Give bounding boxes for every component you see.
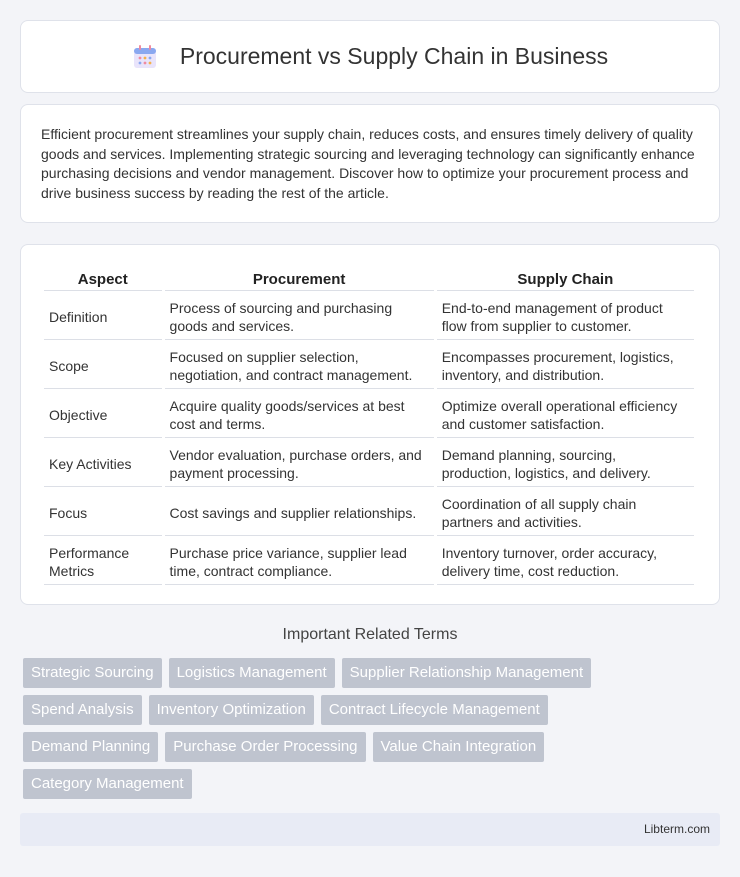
table-row xyxy=(44,440,694,487)
table-row xyxy=(44,538,694,585)
tag-strategic-sourcing[interactable]: Strategic Sourcing xyxy=(23,658,162,688)
footer-site-link[interactable]: Libterm.com xyxy=(643,822,710,836)
header-procurement: Procurement xyxy=(165,267,434,291)
cell-aspect: Scope xyxy=(44,342,162,389)
header-card xyxy=(20,20,720,93)
cell-supply-chain: Encompasses procurement, logistics, inventory, and distribution. xyxy=(437,342,694,389)
cell-procurement: Cost savings and supplier relationships. xyxy=(165,489,434,536)
header-aspect: Aspect xyxy=(44,267,162,291)
table-row xyxy=(44,342,694,389)
cell-supply-chain: Coordination of all supply chain partners and activities. xyxy=(437,489,694,536)
page-title: Procurement vs Supply Chain in Business xyxy=(179,43,609,69)
tag-inventory-optimization[interactable]: Inventory Optimization xyxy=(149,695,314,725)
cell-procurement: Acquire quality goods/services at best cost and terms. xyxy=(165,391,434,438)
tag-category-management[interactable]: Category Management xyxy=(23,769,192,799)
cell-aspect: Objective xyxy=(44,391,162,438)
tag-value-chain-integration[interactable]: Value Chain Integration xyxy=(373,732,545,762)
cell-aspect: Definition xyxy=(44,293,162,340)
table-row xyxy=(44,293,694,340)
tag-purchase-order-processing[interactable]: Purchase Order Processing xyxy=(165,732,365,762)
tag-row xyxy=(23,769,723,799)
calendar-grid-icon xyxy=(132,44,158,70)
cell-aspect: Key Activities xyxy=(44,440,162,487)
related-terms-tags xyxy=(23,658,723,806)
tag-row xyxy=(23,658,723,688)
related-terms-title: Important Related Terms xyxy=(282,626,458,643)
header-supply-chain: Supply Chain xyxy=(437,267,694,291)
tag-contract-lifecycle-management[interactable]: Contract Lifecycle Management xyxy=(321,695,548,725)
intro-text: Efficient procurement streamlines your supply chain, reduces costs, and ensures timely delivery of quality goods and services. Implementing strategic sourcing and leveraging technology can significantly enhance purchasing decisions and vendor management. Discover how to optimize your procurement process and drive business success by reading the rest of the article. xyxy=(41,126,695,201)
comparison-card xyxy=(20,244,720,605)
cell-aspect: Focus xyxy=(44,489,162,536)
tag-row xyxy=(23,695,723,725)
cell-procurement: Purchase price variance, supplier lead time, contract compliance. xyxy=(165,538,434,585)
intro-card xyxy=(20,104,720,223)
cell-supply-chain: Demand planning, sourcing, production, logistics, and delivery. xyxy=(437,440,694,487)
footer xyxy=(20,813,720,846)
tag-row xyxy=(23,732,723,762)
table-header-row xyxy=(44,267,694,291)
tag-demand-planning[interactable]: Demand Planning xyxy=(23,732,158,762)
cell-procurement: Vendor evaluation, purchase orders, and payment processing. xyxy=(165,440,434,487)
table-row xyxy=(44,489,694,536)
cell-supply-chain: End-to-end management of product flow from supplier to customer. xyxy=(437,293,694,340)
cell-supply-chain: Optimize overall operational efficiency and customer satisfaction. xyxy=(437,391,694,438)
table-row xyxy=(44,391,694,438)
cell-procurement: Focused on supplier selection, negotiation, and contract management. xyxy=(165,342,434,389)
tag-logistics-management[interactable]: Logistics Management xyxy=(169,658,335,688)
tag-supplier-relationship-management[interactable]: Supplier Relationship Management xyxy=(342,658,591,688)
cell-procurement: Process of sourcing and purchasing goods and services. xyxy=(165,293,434,340)
tag-spend-analysis[interactable]: Spend Analysis xyxy=(23,695,142,725)
comparison-table xyxy=(41,265,697,587)
cell-aspect: Performance Metrics xyxy=(44,538,162,585)
cell-supply-chain: Inventory turnover, order accuracy, delivery time, cost reduction. xyxy=(437,538,694,585)
